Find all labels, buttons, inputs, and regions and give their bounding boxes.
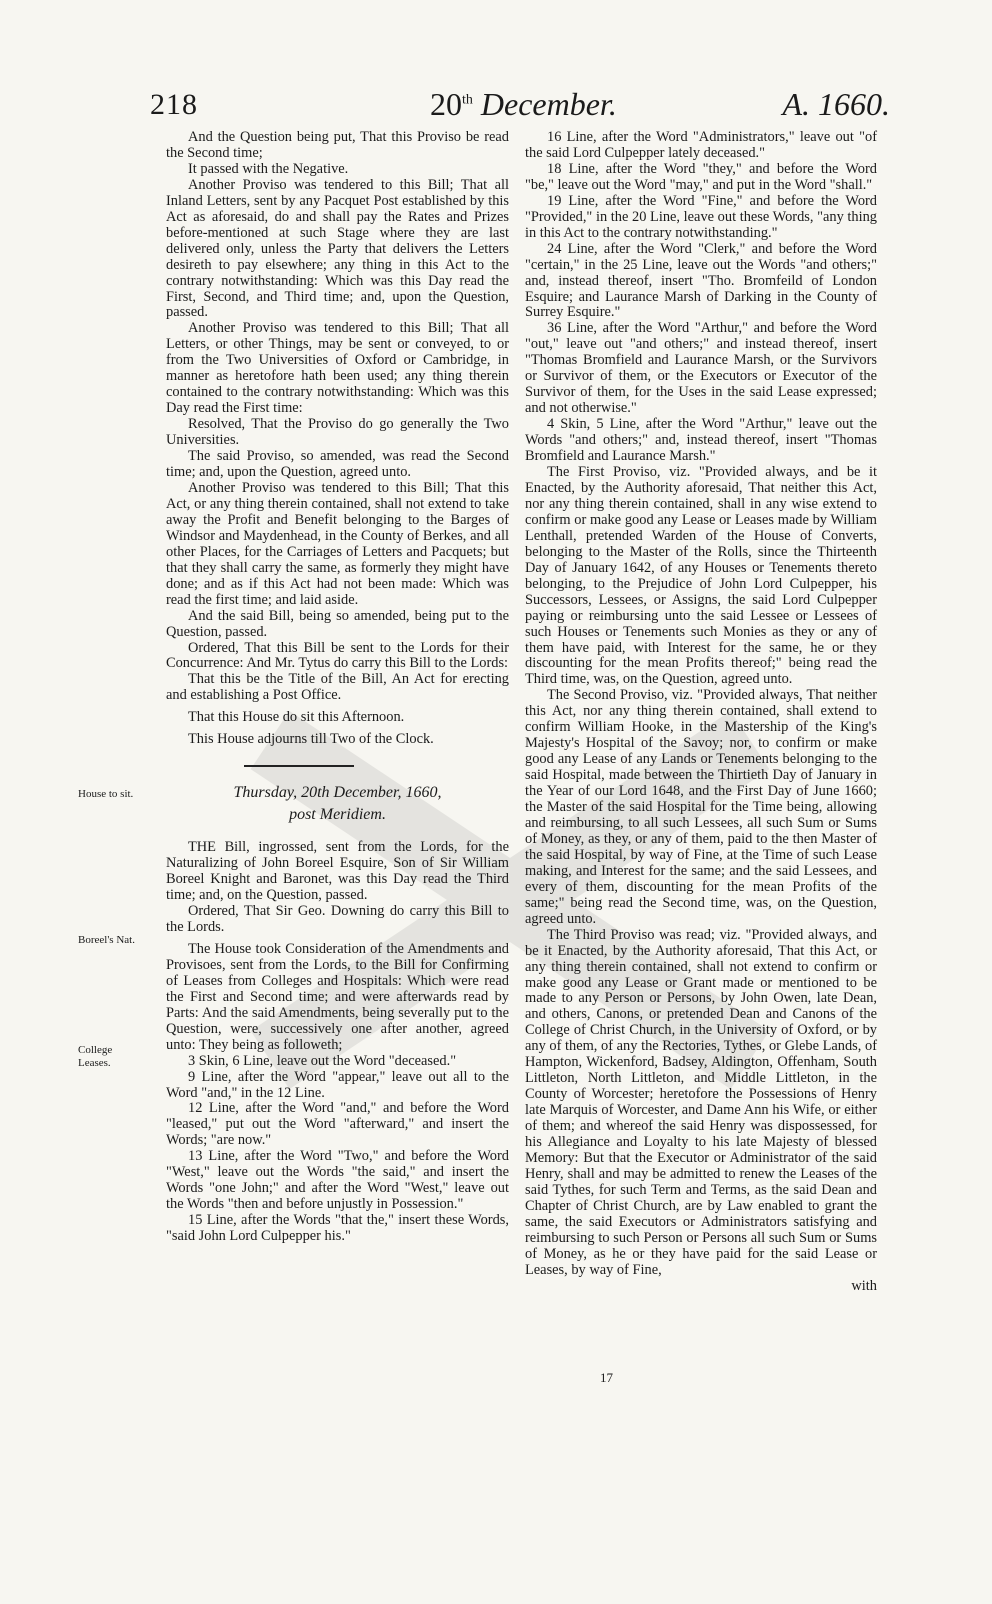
paragraph: Another Proviso was tendered to this Bill; That all Inland Letters, sent by any Pacquet Post established by this Act as aforesaid, do and shall pay the Rates and Prizes before-mentioned at such Stage where they are last delivered only, unless the Party that delivers the Letters desireth to pay elsewhere; any thing in this Act to the contrary notwithstanding: Which was this Day read the First, Second, and Third time; and, upon the Question, passed.: [166, 176, 509, 321]
margin-note-college: College Leases.: [78, 1044, 113, 1069]
paragraph: THE Bill, ingrossed, sent from the Lords, for the Naturalizing of John Boreel Esquire, Son of Sir William Boreel Knight and Baronet, was this Day read the Third time; and, on the Question, passed.: [166, 839, 509, 904]
paragraph: 19 Line, after the Word "Fine," and before the Word "Provided," in the 20 Line, leave out these Words, "any thing in this Act to the contrary notwithstanding.": [525, 192, 877, 241]
page-number: 218: [150, 88, 198, 121]
session-title: Thursday, 20th December, 1660,: [233, 784, 442, 802]
paragraph: 4 Skin, 5 Line, after the Word "Arthur," leave out the Words "and others;" and, instead thereof, insert "Thomas Bromfield and Laurance Marsh.": [525, 416, 877, 465]
right-column: [525, 130, 877, 1295]
paragraph: 12 Line, after the Word "and," and before the Word "leased," put out the Word "afterward," and insert the Words; "are now.": [166, 1100, 509, 1149]
paragraph: 13 Line, after the Word "Two," and before the Word "West," leave out the Words "the said," and insert the Words "one John;" and after the Word "West," leave out the Words "then and before unjustly in Possession.": [166, 1148, 509, 1213]
paragraph: 9 Line, after the Word "appear," leave out all to the Word "and," in the 12 Line.: [166, 1068, 509, 1101]
left-column: [166, 130, 509, 1245]
paragraph: This House adjourns till Two of the Clock.: [188, 731, 434, 748]
paragraph: 36 Line, after the Word "Arthur," and before the Word "out," leave out "and others;" and instead thereof, insert "Thomas Bromfield and Laurance Marsh, or the Survivors or Survivor of them, or the Executors or Executor of the Survivor of them, for the Uses in the said Lease expressed; and not otherwise.": [525, 320, 877, 417]
paragraph: Another Proviso was tendered to this Bill; That all Letters, or other Things, may be sent or conveyed, to or from the Two Universities of Oxford or Cambridge, in manner as heretofore hath been used; any thing therein contained to the contrary notwithstanding: Which was this Day read the First time:: [166, 320, 509, 417]
catchword: with: [851, 1277, 877, 1294]
paragraph: The First Proviso, viz. "Provided always, and be it Enacted, by the Authority aforesaid, That neither this Act, nor any thing therein contained, shall in any wise extend to confirm or make good any Lease or Leases made by William Lenthall, pretended Warden of the House of Converts, belonging to the Master of the Rolls, since the Thirteenth Day of January 1642, of any Houses or Tenements thereto belonging, to the Prejudice of John Lord Culpepper, his Successors, Lessees, or Assigns, the said Lord Culpepper paying or reimbursing unto the said Lessee or Lessees of such Houses or Tenements such Monies as they or any of them have paid, with Interest for the same, he or they discounting for the mean Profits thereof;" being read the Third time, was, on the Question, agreed unto.: [525, 464, 877, 688]
section-divider: [166, 760, 509, 772]
header-year: A. 1660.: [782, 86, 890, 122]
margin-note-boreel: Boreel's Nat.: [78, 934, 135, 946]
paragraph: That this be the Title of the Bill, An Act for erecting and establishing a Post Office.: [166, 671, 509, 704]
paragraph: Resolved, That the Proviso do go generally the Two Universities.: [166, 416, 509, 449]
margin-note-house-sit: House to sit.: [78, 788, 134, 800]
paragraph: And the said Bill, being so amended, being put to the Question, passed.: [166, 607, 509, 640]
paragraph: Another Proviso was tendered to this Bill; That this Act, or any thing therein contained, shall not extend to take away the Profit and Benefit belonging to the Barges of Windsor and Maydenhead, in the County of Berkes, and all other Places, for the Carriages of Letters and Pacquets; but that they shall carry the same, as formerly they might have done; and as if this Act had not been made: Which was read the first time; and laid aside.: [166, 479, 509, 608]
signature-mark: 17: [600, 1370, 613, 1385]
paragraph: And the Question being put, That this Proviso be read the Second time;: [166, 129, 509, 161]
paragraph: 15 Line, after the Words "that the," insert these Words, "said John Lord Culpepper his.": [166, 1212, 509, 1245]
paragraph: That this House do sit this Afternoon.: [188, 709, 405, 726]
paragraph: 24 Line, after the Word "Clerk," and before the Word "certain," in the 25 Line, leave out the Words "and others;" and, instead thereof, insert "Tho. Bromfeild of London Esquire; and Laurance Marsh of Darking in the County of Surrey Esquire.": [525, 240, 877, 321]
paragraph: 16 Line, after the Word "Administrators," leave out "of the said Lord Culpepper lately deceased.": [525, 129, 877, 161]
paragraph: The Second Proviso, viz. "Provided always, That neither this Act, nor any thing therein contained, shall extend to confirm William Hooke, in the Mastership of the King's Majesty's Hospital of the Savoy; nor, to confirm or make good any Lease of any Lands or Tenements belonging to the said Hospital, made between the Thirtieth Day of January in the Year of our Lord 1648, and the First Day of June 1660; the Master of the said Hospital for the Time being, allowing and reimbursing, to all such Lessees, all such Sum or Sums of Money, as they, or any of them, paid to the then Master of the said Hospital, by way of Fine, at the Time of such Lease making, and Interest for the same; and the said Lessees, and every of them, discounting for the mean Profits of the same;" being read the Second time, was, on the Question, agreed unto.: [525, 687, 877, 927]
header-date: 20th December.: [430, 86, 617, 122]
paragraph: The said Proviso, so amended, was read the Second time; and, upon the Question, agreed unto.: [166, 448, 509, 481]
page-header: [150, 86, 890, 126]
paragraph: It passed with the Negative.: [188, 160, 349, 177]
paragraph: The Third Proviso was read; viz. "Provided always, and be it Enacted, by the Authority aforesaid, That this Act, or any thing therein contained, shall not extend to confirm or make good any Lease or Grant made or mentioned to be made to any Person or Persons, by John Owen, late Dean, and others, Canons, or pretended Dean and Canons of the College of Christ Church, in the University of Oxford, or by any of them, of any the Rectories, Tythes, or Glebe Lands, of Hampton, Wickenford, Badsey, Aldington, Offenham, South Littleton, North Littleton, and Middle Littleton, in the County of Worcester; heretofore the Possessions of Henry late Marquis of Worcester, and Dame Ann his Wife, or either of them; and whereof the said Henry was dispossessed, for his Allegiance and Loyalty to his late Majesty of blessed Memory: But that the Executor or Administrator of the said Henry, shall and may be admitted to renew the Leases of the said Tythes, for such Term and Terms, as the said Dean and Chapter of Christ Church, are by Law enabled to grant the same, the said Executors or Administrators satisfying and reimbursing to such Person or Persons all such Sum or Sums of Money, as he or they have paid for the said Lease or Leases, by way of Fine,: [525, 926, 877, 1278]
paragraph: Ordered, That this Bill be sent to the Lords for their Concurrence: And Mr. Tytus do carry this Bill to the Lords:: [166, 639, 509, 672]
paragraph: Ordered, That Sir Geo. Downing do carry this Bill to the Lords.: [166, 903, 509, 935]
paragraph: 18 Line, after the Word "they," and before the Word "be," leave out the Word "may," and put in the Word "shall.": [525, 160, 877, 193]
paragraph: The House took Consideration of the Amendments and Provisoes, sent from the Lords, to the Bill for Confirming of Leases from Colleges and Hospitals: Which were read the First and Second time; and were afterwards read by Parts: And the said Amendments, being severally put to the Question, were, successively one after another, agreed unto: They being as followeth;: [166, 940, 509, 1053]
paragraph: 3 Skin, 6 Line, leave out the Word "deceased.": [188, 1052, 457, 1069]
session-subtitle: post Meridiem.: [289, 806, 386, 824]
